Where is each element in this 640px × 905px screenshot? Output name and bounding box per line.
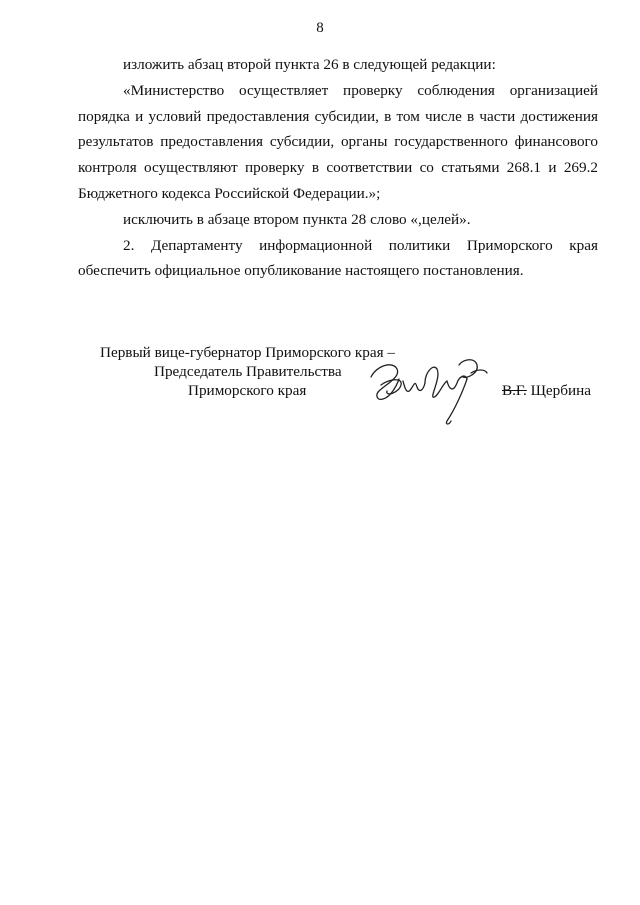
- paragraph-item-2: [78, 233, 598, 285]
- signatory-title-line-2: Председатель Правительства: [154, 363, 342, 380]
- signer-name: [502, 381, 591, 400]
- new-wording-line-1: «Министерство осуществляет проверку соблюдения организацией: [123, 81, 598, 99]
- new-wording-line-4: контроля осуществляют проверку в соответствии со статьями 268.1 и 269.2: [78, 159, 598, 177]
- signatory-title-line-1: Первый вице-губернатор Приморского края –: [100, 344, 395, 361]
- new-wording-line-2: порядка и условий предоставления субсидии, в том числе в части достижения: [78, 107, 598, 125]
- document-body: [78, 52, 598, 284]
- paragraph-instruction-26: [78, 52, 598, 78]
- paragraph-instruction-28: [78, 207, 598, 233]
- page-number: 8: [316, 20, 324, 36]
- item-2-line-2: обеспечить официальное опубликование настоящего постановления.: [78, 262, 524, 280]
- paragraph-new-wording: [78, 78, 598, 207]
- handwritten-signature: [363, 355, 503, 427]
- paragraph-instruction-26-text: изложить абзац второй пункта 26 в следующей редакции:: [123, 56, 496, 73]
- signer-surname: Щербина: [530, 382, 591, 399]
- signatory-title-line-3: Приморского края: [188, 382, 307, 399]
- item-2-line-1: 2. Департаменту информационной политики Приморского края: [123, 236, 598, 254]
- signer-initials: В.Г.: [502, 382, 527, 399]
- new-wording-line-5: Бюджетного кодекса Российской Федерации.»;: [78, 184, 381, 202]
- new-wording-line-3: результатов предоставления субсидии, органы государственного финансового: [78, 133, 598, 151]
- paragraph-instruction-28-text: исключить в абзаце втором пункта 28 слово «,целей».: [123, 210, 471, 228]
